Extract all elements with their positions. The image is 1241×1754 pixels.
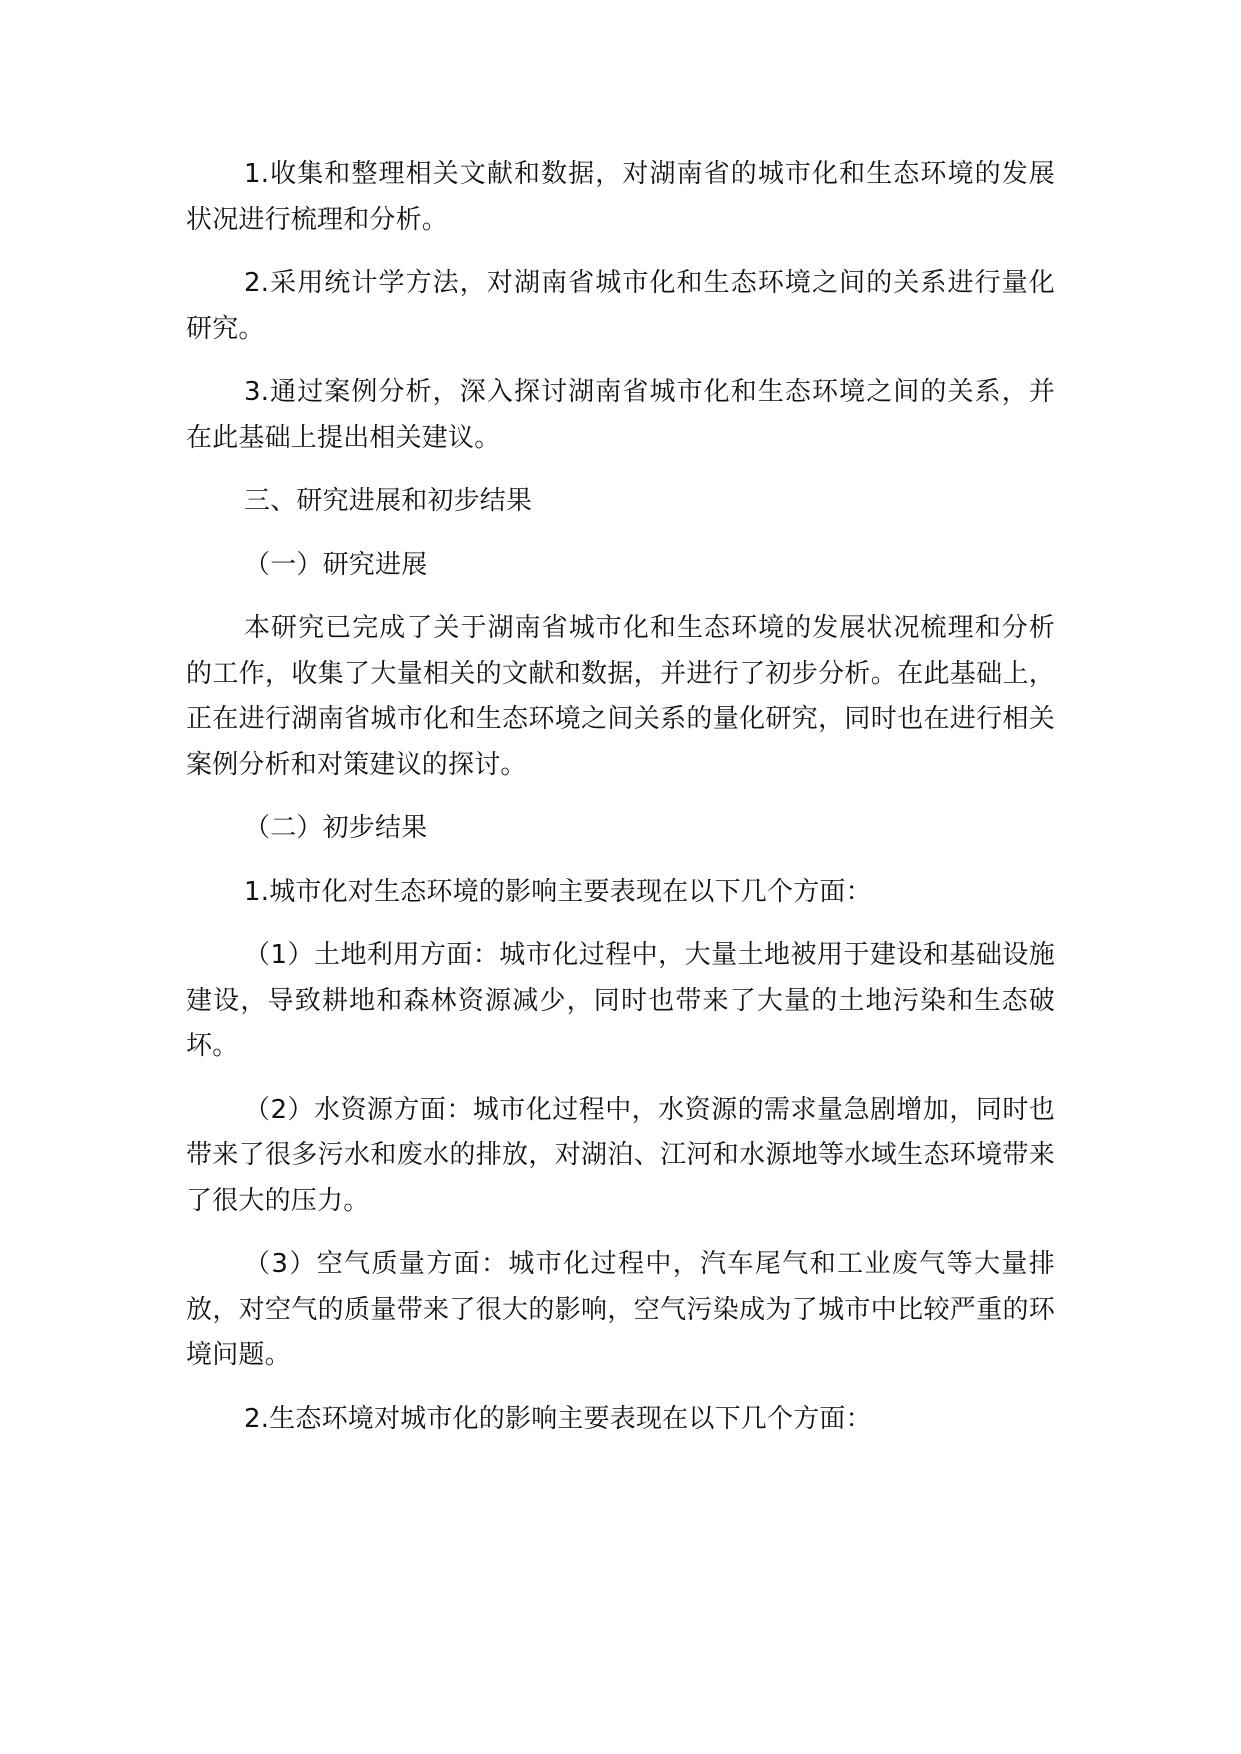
method-item-2: 2.采用统计学方法，对湖南省城市化和生态环境之间的关系进行量化研究。 [186, 268, 1055, 344]
result-item-1: 1.城市化对生态环境的影响主要表现在以下几个方面： [244, 876, 872, 907]
result-subitem-land: （1）土地利用方面：城市化过程中，大量土地被用于建设和基础设施建设，导致耕地和森林资源减少，同时也带来了大量的土地污染和生态破坏。 [186, 940, 1055, 1061]
result-item-2: 2.生态环境对城市化的影响主要表现在以下几个方面： [244, 1403, 872, 1434]
result-subitem-air: （3）空气质量方面：城市化过程中，汽车尾气和工业废气等大量排放，对空气的质量带来了很大的影响，空气污染成为了城市中比较严重的环境问题。 [186, 1249, 1055, 1370]
document-body [186, 152, 1055, 1460]
section-heading-3: 三、研究进展和初步结果 [244, 486, 533, 516]
method-item-3: 3.通过案例分析，深入探讨湖南省城市化和生态环境之间的关系，并在此基础上提出相关建议。 [186, 377, 1055, 453]
progress-paragraph: 本研究已完成了关于湖南省城市化和生态环境的发展状况梳理和分析的工作，收集了大量相关的文献和数据，并进行了初步分析。在此基础上，正在进行湖南省城市化和生态环境之间关系的量化研究，同时也在进行相关案例分析和对策建议的探讨。 [186, 613, 1055, 780]
method-item-1: 1.收集和整理相关文献和数据，对湖南省的城市化和生态环境的发展状况进行梳理和分析。 [186, 159, 1055, 235]
subsection-heading-results: （二）初步结果 [244, 813, 428, 843]
subsection-heading-progress: （一）研究进展 [244, 549, 428, 580]
result-subitem-water: （2）水资源方面：城市化过程中，水资源的需求量急剧增加，同时也带来了很多污水和废水的排放，对湖泊、江河和水源地等水域生态环境带来了很大的压力。 [186, 1094, 1055, 1216]
